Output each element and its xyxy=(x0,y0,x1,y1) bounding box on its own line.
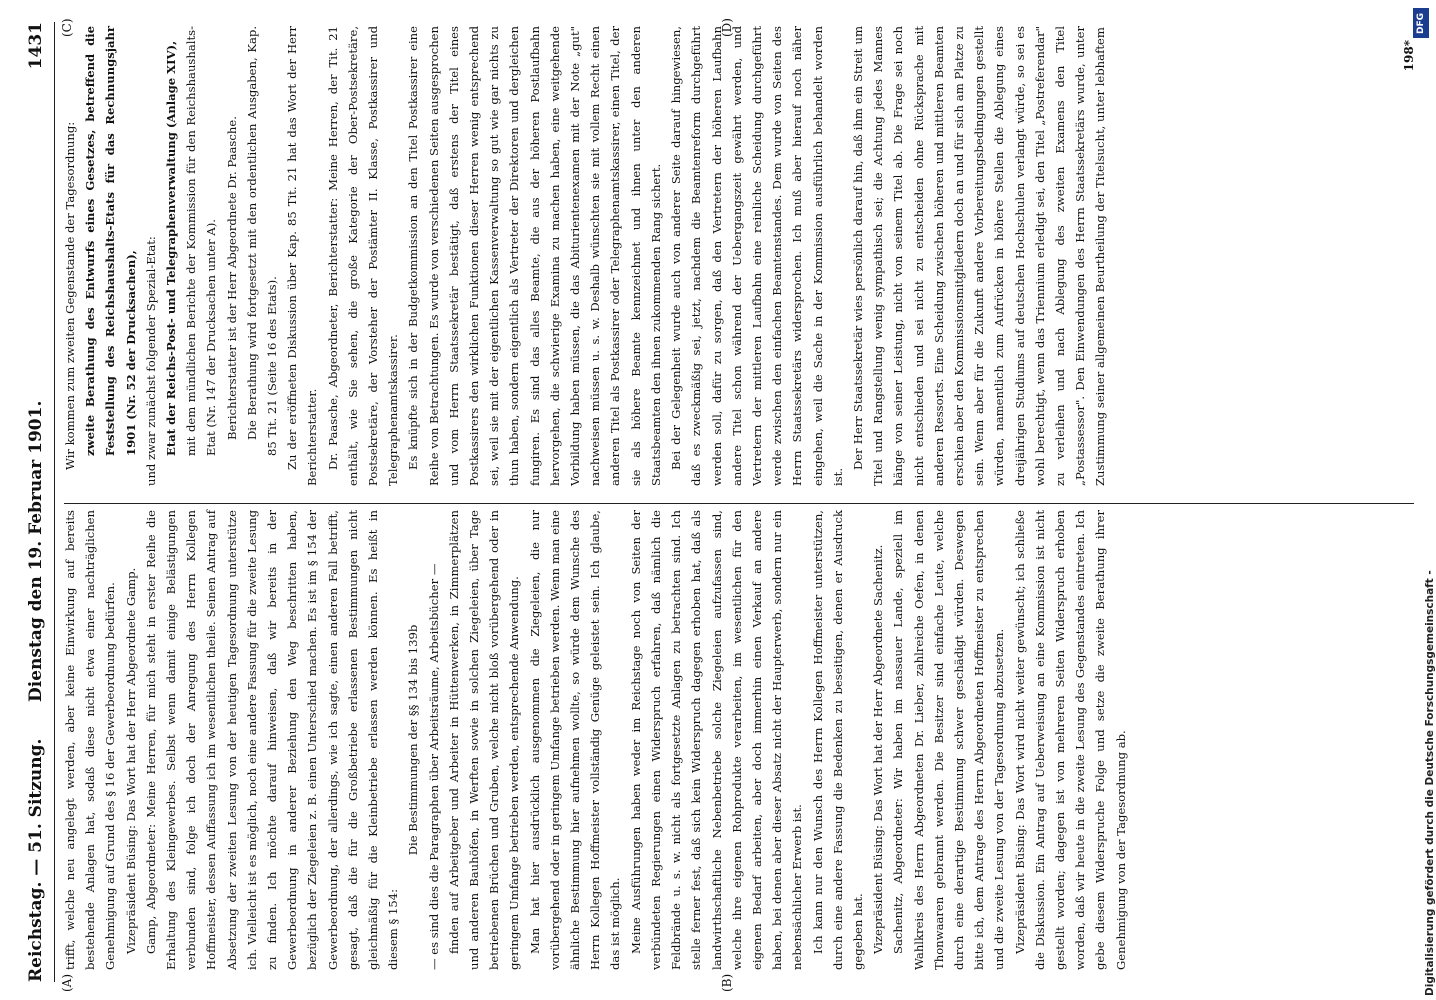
paragraph: Dr. Paasche, Abgeordneter, Berichterstatter: Meine Herren, der Tit. 21 enthält, wie Sie sehen, die große Kategorie der Ober-Postsekretäre, Postsekretäre, der Vorsteher der Postämter II. Klasse, Postkassirer und Telegraphenamtskassirer. xyxy=(325,26,401,486)
paragraph: Die Berathung wird fortgesetzt mit den ordentlichen Ausgaben, Kap. 85 Tit. 21 (Seite 16 des Etats). xyxy=(244,26,280,456)
paragraph: Sachenitz, Abgeordneter: Wir haben im nassauer Lande, speziell im Wahlkreis des Herrn Abgeordneten Dr. Lieber, zahlreiche Oefen, in denen Thonwaaren gebrannt werden. Die Besitzer sind einfache Leute, welche durch eine derartige Bestimmung schwer geschädigt würden. Deswegen bitte ich, dem Antrage des Herrn Abgeordneten Hoffmeister zu entsprechen und die zweite Lesung von der Tagesordnung abzusetzen. xyxy=(891,510,1007,970)
side-strip xyxy=(1410,0,1434,1000)
paragraph: und zwar zunächst folgender Spezial-Etat: xyxy=(143,236,158,486)
paragraph: Die Bestimmungen der §§ 134 bis 139b xyxy=(406,624,421,856)
paragraph: Vizepräsident Büsing: Das Wort hat der Herr Abgeordnete Sachenitz. xyxy=(871,544,886,954)
paragraph: Zu der eröffneten Diskussion über Kap. 85 Tit. 21 hat das Wort der Herr Berichterstatter. xyxy=(285,26,320,486)
paragraph: Man hat hier ausdrücklich ausgenommen die Ziegeleien, die nur vorübergehend oder in geringem Umfange betrieben werden. Wenn man eine ähnliche Bestimmung hier aufnehmen wollte, so würde dem Wunsche des Herrn Kollegen Hoffmeister vollständig Genüge geleistet sein. Ich glaube, das ist möglich. xyxy=(527,510,623,970)
paragraph: Ich kann nur den Wunsch des Herrn Kollegen Hoffmeister unterstützen, durch eine andere Fassung die Bedenken zu beseitigen, denen er Ausdruck gegeben hat. xyxy=(810,510,865,970)
paragraph: Meine Ausführungen haben weder im Reichstage noch von Seiten der verbündeten Regierungen einen Widerspruch erfahren, daß nämlich die Feldbrände u. s. w. nicht als fortgesetzte Anlagen zu betrachten sind. Ich stelle ferner fest, daß sich kein Widerspruch dagegen erhoben hat, daß als landwirthschaftliche Nebenbetriebe solche Ziegeleien aufzufassen sind, welche ihre eigenen Rohprodukte verarbeiten, im wesentlichen für den eigenen Bedarf arbeiten, aber doch immerhin einen Verkauf an andere haben, bei denen aber dieser Absatz nicht der Haupterwerb, sondern nur ein nebensächlicher Erwerb ist. xyxy=(628,510,805,970)
agenda-item: zweite Berathung des Entwurfs eines Gesetzes, betreffend die Feststellung des Reichshaushalts-Etats für das Rechnungsjahr 1901 (Nr. 52 der Drucksachen), xyxy=(83,26,138,456)
dfg-logo: DFG xyxy=(1413,8,1429,38)
paragraph: Wir kommen zum zweiten Gegenstande der Tagesordnung: xyxy=(63,121,77,470)
header-rule xyxy=(54,22,55,982)
paragraph: trifft, welche neu angelegt werden, aber keine Einwirkung auf bereits bestehende Anlagen hat, sodaß diese nicht etwa einer nachträglichen Genehmigung auf Grund des § 16 der Gewerbeordnung bedürfen. xyxy=(63,510,118,970)
margin-marker-a: (A) xyxy=(60,973,74,992)
running-header xyxy=(20,22,54,982)
digitization-note: Digitalisierung gefördert durch die Deutsche Forschungsgemeinschaft - xyxy=(1424,570,1436,996)
header-left: Reichstag. — 51. Sitzung. xyxy=(26,738,46,982)
left-column xyxy=(60,510,1410,970)
page-number: 1431 xyxy=(26,22,46,70)
paragraph: Berichterstatter ist der Herr Abgeordnete Dr. Paasche. xyxy=(224,116,239,440)
etat-title: Etat der Reichs-Post- und Telegraphenverwaltung (Anlage XIV), xyxy=(164,40,179,456)
margin-marker-b: (B) xyxy=(720,973,734,992)
paragraph: Bei der Gelegenheit wurde auch von anderer Seite darauf hingewiesen, daß es zweckmäßig sei, jetzt, nachdem die Beamtenreform durchgeführt werden soll, dafür zu sorgen, daß den Vertretern der höheren Laufbahn andere Titel schon während der Uebergangszeit gewährt werden, und Vertretern der mittleren Laufbahn eine reinliche Scheidung durchgeführt werde zwischen den einfachen Beamtenstandes. Dem wurde von Seiten des Herrn Staatssekretärs widersprochen. Ich muß aber hierauf noch näher eingehen, weil die Sache in der Kommission ausführlich behandelt worden ist. xyxy=(669,26,845,486)
margin-marker-d: (D) xyxy=(720,18,734,37)
header-center: Dienstag den 19. Februar 1901. xyxy=(26,400,46,702)
paragraph: Vizepräsident Büsing: Das Wort wird nicht weiter gewünscht; ich schließe die Diskussion. Ein Antrag auf Ueberweisung an eine Kommission ist nicht gestellt worden; dagegen ist von mehreren Seiten Widerspruch erhoben worden, daß wir heute in die zweite Lesung des Gegenstandes eintreten. Ich gebe diesem Widerspruche Folge und setze die zweite Berathung ihrer Genehmigung von der Tagesordnung ab. xyxy=(1012,510,1128,970)
right-column xyxy=(60,26,1410,486)
paragraph: Vizepräsident Büsing: Das Wort hat der Herr Abgeordnete Gamp. xyxy=(123,567,138,954)
paragraph: mit dem mündlichen Berichte der Kommission für den Reichshaushalts-Etat (Nr. 147 der Drucksachen unter A). xyxy=(184,26,219,456)
margin-marker-c: (C) xyxy=(60,18,74,37)
rotated-page xyxy=(20,18,1420,992)
paragraph: Gamp, Abgeordneter: Meine Herren, für mich steht in erster Reihe die Erhaltung des Kleingewerbes. Selbst wenn damit einige Belästigungen verbunden sind, folge ich doch der Anregung des Herrn Kollegen Hoffmeister, dessen Auffassung ich im wesentlichen theile. Seinen Antrag auf Absetzung der zweiten Lesung von der heutigen Tagesordnung unterstütze ich. Vielleicht ist es möglich, noch eine andere Fassung für die zweite Lesung zu finden. Ich möchte darauf hinweisen, daß wir bereits in der Gewerbeordnung in anderer Beziehung den Weg beschritten haben, bezüglich der Ziegeleien z. B. einen Unterschied machen. Es ist im § 154 der Gewerbeordnung, der allerdings, wie ich sagte, einen anderen Fall betrifft, gesagt, daß die für die Großbetriebe erlassenen Bestimmungen nicht gleichmäßig für die Kleinbetriebe erlassen werden können. Es heißt in diesem § 154: xyxy=(143,510,401,970)
paragraph: — es sind dies die Paragraphen über Arbeitsräume, Arbeitsbücher — xyxy=(426,563,441,970)
paragraph: finden auf Arbeitgeber und Arbeiter in Hüttenwerken, in Zimmerplätzen und anderen Bauhöfen, in Werften sowie in solchen Ziegeleien, über Tage betriebenen Brüchen und Gruben, welche nicht bloß vorübergehend oder in geringem Umfange betrieben werden, entsprechende Anwendung. xyxy=(446,510,522,970)
paragraph: Der Herr Staatssekretär wies persönlich darauf hin, daß ihm ein Streit um Titel und Rangstellung wenig sympathisch sei; die Achtung jedes Mannes hänge von seiner Leistung, nicht von seinem Titel ab. Die Frage sei noch nicht entschieden und sei nicht zu entscheiden ohne Rücksprache mit anderen Ressorts. Eine Scheidung zwischen höheren und mittleren Beamten erschien aber den Kommissionsmitgliedern doch an und für sich am Platze zu sein. Wenn aber für die Zukunft andere Vorbereitungsbedingungen gestellt würden, namentlich zum Aufrücken in höhere Stellen die Ablegung eines dreijährigen Studiums auf deutschen Hochschulen verlangt würde, so sei es wohl berechtigt, wenn das Triennium erledigt sei, den Titel „Postreferendar" zu verleihen und nach Ablegung des zweiten Examens den Titel „Postassessor". Den Einwendungen des Herrn Staatssekretärs wurde, unter Zustimmung seiner allgemeinen Beurtheilung der Titelsucht, unter lebhaftem xyxy=(850,26,1108,486)
column-divider xyxy=(64,503,1414,504)
sheet-signature: 198* xyxy=(1402,40,1416,72)
paragraph: Es knüpfte sich in der Budgetkommission an den Titel Postkassirer eine Reihe von Betrachtungen. Es wurde von verschiedenen Seiten ausgesprochen und vom Herrn Staatssekretär bestätigt, daß erstens der Titel eines Postkassirers den wirklichen Funktionen dieser Herren wenig entsprechend sei, weil sie mit der eigentlichen Kassenverwaltung so gut wie gar nichts zu thun haben, sondern eigentlich als Vertreter der Direktoren und dergleichen fungiren. Es sind das alles Beamte, die aus der höheren Postlaufbahn hervorgehen, die schwierige Examina zu machen haben, eine weitgehende Vorbildung haben müssen, die das Abiturientenexamen mit der Note „gut" nachweisen müssen u. s. w. Deshalb wünschten sie mit vollem Recht einen anderen Titel als Postkassirer oder Telegraphenamtskassirer, einen Titel, der sie als höhere Beamte kennzeichnet und ihnen unter den anderen Staatsbeamten den ihnen zukommenden Rang sichert. xyxy=(406,25,663,486)
